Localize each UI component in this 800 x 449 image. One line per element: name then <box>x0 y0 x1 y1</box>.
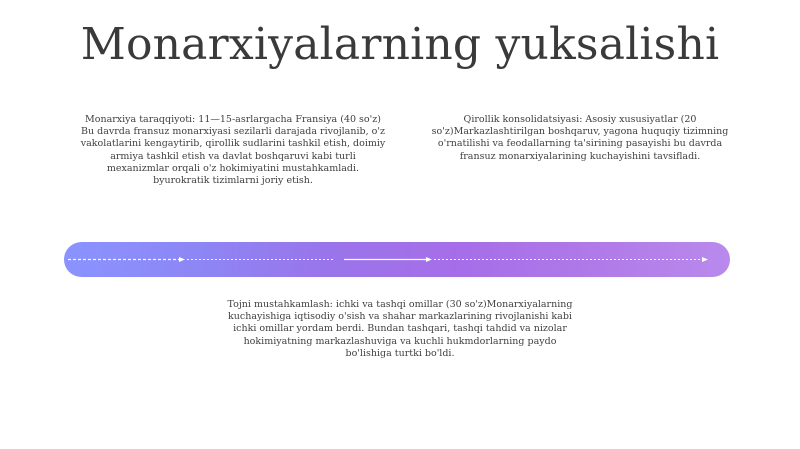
timeline-arrow-1 <box>179 257 185 262</box>
text-block-monarchy-development: Monarxiya taraqqiyoti: 11—15-asrlargacha Fransiya (40 so'z) Bu davrda fransuz monarxiyasi sezilarli darajada rivojlanib, o'z vakolatlarini kengaytirib, qirollik sudlarini tashkil etish, doimiy armiya tashkil etish va davlat boshqaruvi kabi turli mexanizmlar orqali o'z hokimiyatini mustahkamladi. byurokratik tizimlarni joriy etish. <box>80 114 386 187</box>
timeline-bar <box>64 242 730 277</box>
text-block-strengthening-crown: Tojni mustahkamlash: ichki va tashqi omillar (30 so'z)Monarxiyalarning kuchayishiga iqtisodiy o'sish va shahar markazlarining rivojlanishi kabi ichki omillar yordam berdi. Bundan tashqari, tashqi tahdid va nizolar hokimiyatning markazlashuviga va kuchli hukmdorlarning paydo bo'lishiga turtki bo'ldi. <box>227 299 573 359</box>
text-block-royal-consolidation: Qirollik konsolidatsiyasi: Asosiy xususiyatlar (20 so'z)Markazlashtirilgan boshqaruv, yagona huquqiy tizimning o'rnatilishi va feodallarning ta'sirining pasayishi bu davrda fransuz monarxiyalarining kuchayishini tavsifladi. <box>431 114 729 162</box>
timeline-line <box>64 242 730 277</box>
timeline-arrow-2 <box>426 257 432 262</box>
slide-title: Monarxiyalarning yuksalishi <box>80 19 720 70</box>
timeline-arrow-3 <box>702 257 708 262</box>
